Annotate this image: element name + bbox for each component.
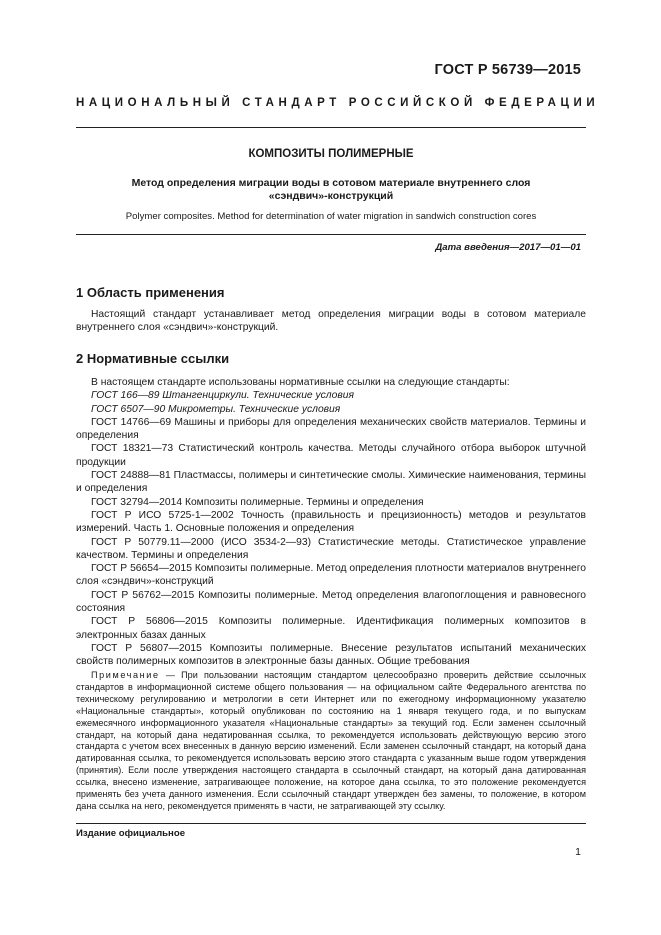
references-note — [76, 670, 586, 813]
reference-item: ГОСТ Р 56762—2015 Композиты полимерные. Метод определения влагопоглощения и равновесного состояния — [76, 589, 586, 615]
header-divider — [76, 127, 586, 128]
reference-item: ГОСТ 166—89 Штангенциркули. Технические условия — [91, 390, 354, 402]
reference-item: ГОСТ 18321—73 Статистический контроль качества. Методы случайного отбора выборок штучной продукции — [76, 443, 586, 468]
document-number: ГОСТ Р 56739—2015 — [434, 62, 581, 78]
scope-paragraph: Настоящий стандарт устанавливает метод определения миграции воды в сотовом материале внутреннего слоя «сэндвич»-конструкций. — [76, 309, 586, 334]
introduction-date: Дата введения—2017—01—01 — [435, 242, 581, 253]
reference-item: ГОСТ 6507—90 Микрометры. Технические условия — [91, 403, 341, 415]
reference-item: ГОСТ Р 56806—2015 Композиты полимерные. Идентификация полимерных композитов в электронных базах данных — [76, 616, 586, 641]
reference-item: ГОСТ 24888—81 Пластмассы, полимеры и синтетические смолы. Химические наименования, термины и определения — [76, 470, 586, 495]
national-standard-heading: НАЦИОНАЛЬНЫЙ СТАНДАРТ РОССИЙСКОЙ ФЕДЕРАЦИИ — [76, 97, 600, 109]
footer-divider — [76, 823, 586, 824]
title-divider — [76, 234, 586, 235]
note-label: Примечание — [91, 670, 160, 680]
official-edition-label: Издание официальное — [76, 828, 186, 839]
english-title: Polymer composites. Method for determination of water migration in sandwich construction cores — [125, 211, 537, 222]
reference-item: ГОСТ Р 56807—2015 Композиты полимерные. Внесение результатов испытаний механических свойств полимерных композитов в электронные базы данных. Общие требования — [76, 642, 586, 668]
document-subtitle: Метод определения миграции воды в сотовом материале внутреннего слоя «сэндвич»-конструкций — [131, 177, 531, 202]
normative-references-list — [76, 376, 586, 669]
note-text: — При пользовании настоящим стандартом целесообразно проверить действие ссылочных стандартов в информационной системе общего пользования — на официальном сайте Федерального агентства по техническому регулированию и метрологии в сети Интернет или по ежегодному информационному указателю «Национальные стандарты», который опубликован по состоянию на 1 января текущего года, и по выпускам ежемесячного информационного указателя «Национальные стандарты» за текущий год. Если заменен ссылочный стандарт, на который дана недатированная ссылка, то рекомендуется использовать действующую версию этого стандарта с учетом всех внесенных в данную версию изменений. Если заменен ссылочный стандарт, на который дана датированная ссылка, то рекомендуется использовать версию этого стандарта с указанным выше годом утверждения (принятия). Если после утверждения настоящего стандарта в ссылочный стандарт, на который дана датированная ссылка, внесено изменение, затрагивающее положение, на которое дана ссылка, то это положение рекомендуется применять без учета данного изменения. Если ссылочный стандарт утвержден без замены, то положение, в котором дана ссылка на него, рекомендуется применять в части, не затрагивающей эту ссылку. — [76, 670, 586, 811]
document-title: КОМПОЗИТЫ ПОЛИМЕРНЫЕ — [248, 148, 414, 160]
section-heading-scope: 1 Область применения — [76, 285, 225, 300]
page-number: 1 — [575, 846, 581, 858]
reference-item: ГОСТ Р 50779.11—2000 (ИСО 3534-2—93) Статистические методы. Статистическое управление качеством. Термины и определения — [76, 536, 586, 561]
references-intro: В настоящем стандарте использованы нормативные ссылки на следующие стандарты: — [91, 377, 510, 388]
reference-item: ГОСТ 14766—69 Машины и приборы для определения механических свойств материалов. Термины и определения — [76, 416, 586, 442]
reference-item: ГОСТ Р 56654—2015 Композиты полимерные. Метод определения плотности материалов внутреннего слоя «сэндвич»-конструкций — [76, 563, 586, 588]
reference-item: ГОСТ 32794—2014 Композиты полимерные. Термины и определения — [91, 496, 424, 508]
reference-item: ГОСТ Р ИСО 5725-1—2002 Точность (правильность и прецизионность) методов и результатов измерений. Часть 1. Основные положения и определения — [76, 509, 586, 535]
section-heading-normative-references: 2 Нормативные ссылки — [76, 351, 230, 366]
